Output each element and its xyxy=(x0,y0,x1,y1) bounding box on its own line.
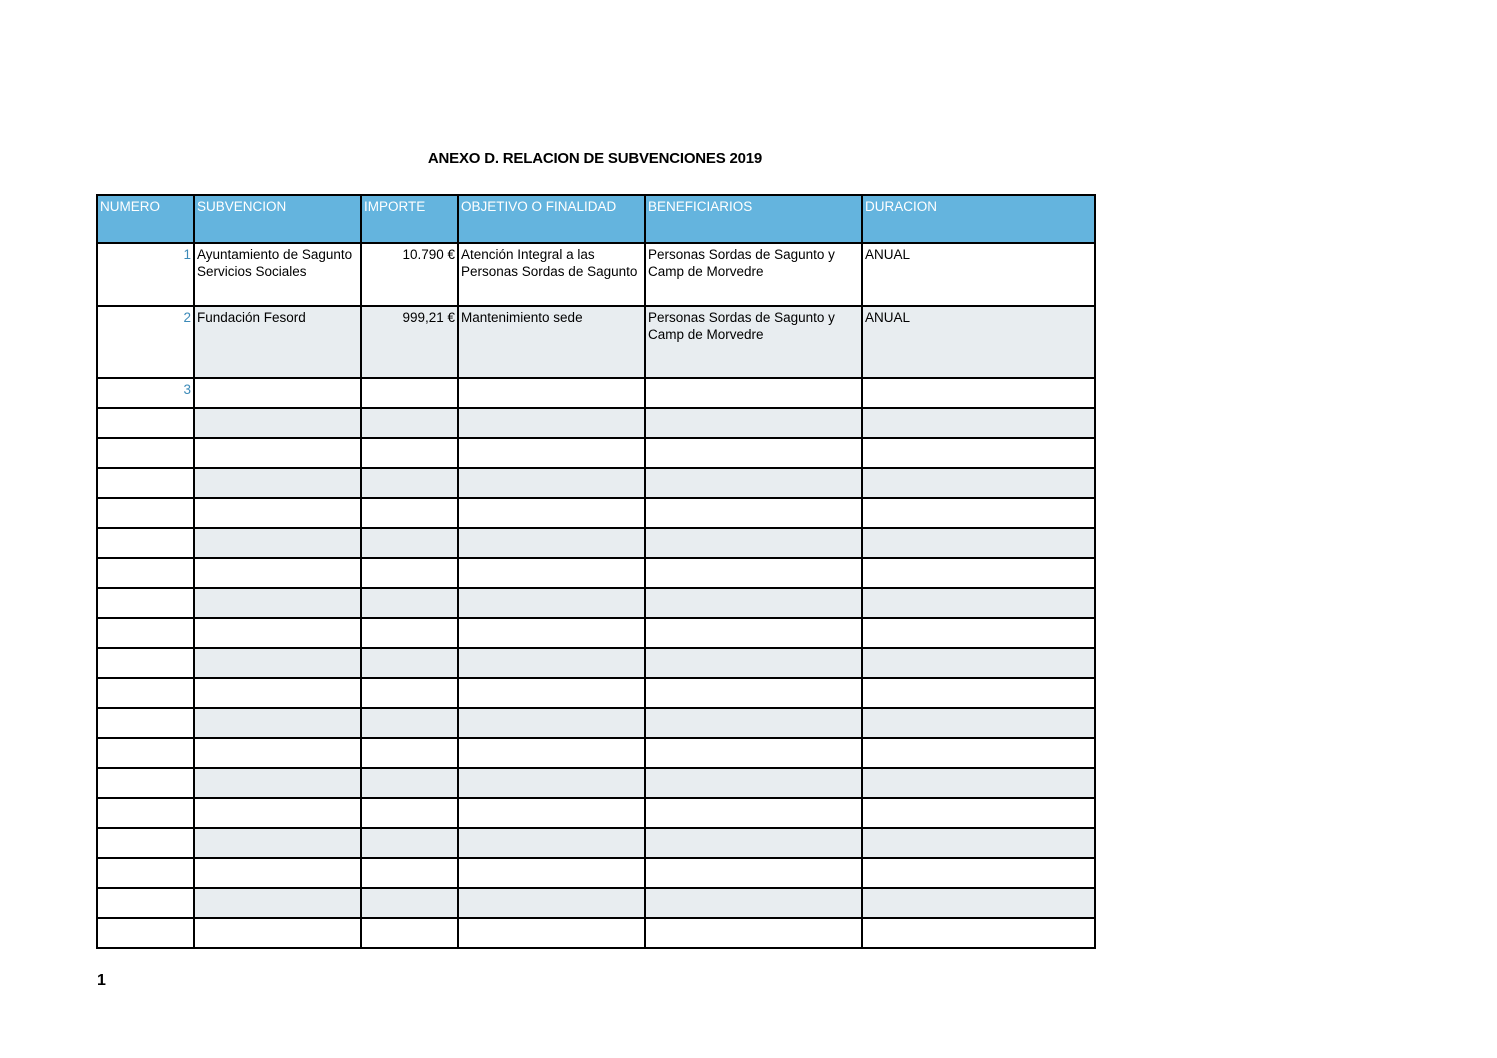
cell-subvencion xyxy=(194,858,361,888)
cell-duracion xyxy=(862,378,1095,408)
cell-duracion xyxy=(862,408,1095,438)
cell-importe xyxy=(361,378,458,408)
table-row xyxy=(97,738,1095,768)
header-beneficiarios: BENEFICIARIOS xyxy=(645,195,862,243)
cell-importe: 10.790 € xyxy=(361,243,458,306)
cell-numero xyxy=(97,768,194,798)
cell-duracion xyxy=(862,858,1095,888)
table-row xyxy=(97,678,1095,708)
table-row xyxy=(97,648,1095,678)
cell-objetivo xyxy=(458,918,645,948)
cell-duracion xyxy=(862,828,1095,858)
cell-objetivo: Atención Integral a las Personas Sordas de Sagunto xyxy=(458,243,645,306)
cell-subvencion xyxy=(194,678,361,708)
cell-numero xyxy=(97,798,194,828)
cell-objetivo xyxy=(458,498,645,528)
table-row xyxy=(97,798,1095,828)
cell-subvencion xyxy=(194,438,361,468)
cell-subvencion xyxy=(194,498,361,528)
cell-beneficiarios xyxy=(645,408,862,438)
cell-importe xyxy=(361,678,458,708)
cell-objetivo: Mantenimiento sede xyxy=(458,306,645,378)
cell-subvencion xyxy=(194,648,361,678)
table-row xyxy=(97,378,1095,408)
cell-numero xyxy=(97,498,194,528)
cell-importe xyxy=(361,588,458,618)
cell-numero xyxy=(97,828,194,858)
cell-subvencion xyxy=(194,528,361,558)
cell-numero xyxy=(97,738,194,768)
cell-duracion xyxy=(862,468,1095,498)
cell-numero xyxy=(97,588,194,618)
cell-beneficiarios xyxy=(645,858,862,888)
cell-beneficiarios xyxy=(645,708,862,738)
cell-subvencion xyxy=(194,888,361,918)
cell-beneficiarios xyxy=(645,498,862,528)
cell-beneficiarios xyxy=(645,648,862,678)
cell-beneficiarios: Personas Sordas de Sagunto y Camp de Morvedre xyxy=(645,306,862,378)
cell-importe xyxy=(361,768,458,798)
cell-subvencion xyxy=(194,588,361,618)
cell-importe xyxy=(361,888,458,918)
cell-subvencion xyxy=(194,408,361,438)
cell-objetivo xyxy=(458,438,645,468)
table-row xyxy=(97,918,1095,948)
table-header-row xyxy=(97,195,1095,243)
cell-duracion xyxy=(862,498,1095,528)
cell-duracion xyxy=(862,588,1095,618)
cell-subvencion xyxy=(194,918,361,948)
cell-numero xyxy=(97,888,194,918)
cell-importe xyxy=(361,408,458,438)
table-row xyxy=(97,858,1095,888)
page-title: ANEXO D. RELACION DE SUBVENCIONES 2019 xyxy=(427,150,763,167)
cell-numero xyxy=(97,408,194,438)
cell-duracion: ANUAL xyxy=(862,243,1095,306)
header-subvencion: SUBVENCION xyxy=(194,195,361,243)
table-row xyxy=(97,708,1095,738)
table-row xyxy=(97,468,1095,498)
cell-importe xyxy=(361,918,458,948)
cell-importe xyxy=(361,708,458,738)
cell-objetivo xyxy=(458,558,645,588)
cell-importe xyxy=(361,738,458,768)
cell-beneficiarios xyxy=(645,738,862,768)
cell-subvencion: Ayuntamiento de Sagunto Servicios Sociales xyxy=(194,243,361,306)
table-row xyxy=(97,828,1095,858)
cell-subvencion xyxy=(194,468,361,498)
cell-objetivo xyxy=(458,798,645,828)
cell-subvencion xyxy=(194,378,361,408)
cell-objetivo xyxy=(458,828,645,858)
cell-objetivo xyxy=(458,588,645,618)
cell-importe xyxy=(361,648,458,678)
cell-numero: 1 xyxy=(97,243,194,306)
cell-importe xyxy=(361,828,458,858)
table-row xyxy=(97,498,1095,528)
cell-objetivo xyxy=(458,468,645,498)
cell-duracion xyxy=(862,708,1095,738)
cell-importe xyxy=(361,438,458,468)
cell-numero xyxy=(97,648,194,678)
cell-objetivo xyxy=(458,408,645,438)
table-row xyxy=(97,243,1095,306)
cell-beneficiarios xyxy=(645,798,862,828)
header-duracion: DURACION xyxy=(862,195,1095,243)
cell-numero xyxy=(97,618,194,648)
cell-numero xyxy=(97,468,194,498)
cell-beneficiarios xyxy=(645,468,862,498)
header-importe: IMPORTE xyxy=(361,195,458,243)
cell-objetivo xyxy=(458,378,645,408)
cell-subvencion: Fundación Fesord xyxy=(194,306,361,378)
cell-numero: 2 xyxy=(97,306,194,378)
cell-beneficiarios xyxy=(645,918,862,948)
cell-numero xyxy=(97,438,194,468)
cell-beneficiarios: Personas Sordas de Sagunto y Camp de Morvedre xyxy=(645,243,862,306)
cell-objetivo xyxy=(458,528,645,558)
cell-duracion xyxy=(862,798,1095,828)
table-row xyxy=(97,768,1095,798)
table-row xyxy=(97,558,1095,588)
cell-importe xyxy=(361,468,458,498)
cell-numero: 3 xyxy=(97,378,194,408)
cell-numero xyxy=(97,918,194,948)
cell-objetivo xyxy=(458,648,645,678)
cell-duracion xyxy=(862,528,1095,558)
cell-objetivo xyxy=(458,768,645,798)
table-row xyxy=(97,888,1095,918)
subsidies-table xyxy=(96,194,1096,949)
cell-importe xyxy=(361,528,458,558)
cell-beneficiarios xyxy=(645,378,862,408)
cell-duracion xyxy=(862,888,1095,918)
cell-beneficiarios xyxy=(645,678,862,708)
table-row xyxy=(97,588,1095,618)
table-row xyxy=(97,528,1095,558)
cell-duracion xyxy=(862,648,1095,678)
cell-objetivo xyxy=(458,618,645,648)
cell-duracion xyxy=(862,738,1095,768)
cell-importe xyxy=(361,558,458,588)
cell-duracion xyxy=(862,558,1095,588)
cell-duracion: ANUAL xyxy=(862,306,1095,378)
cell-beneficiarios xyxy=(645,438,862,468)
cell-subvencion xyxy=(194,618,361,648)
cell-beneficiarios xyxy=(645,888,862,918)
cell-importe xyxy=(361,498,458,528)
cell-beneficiarios xyxy=(645,588,862,618)
cell-duracion xyxy=(862,678,1095,708)
cell-beneficiarios xyxy=(645,768,862,798)
table-row xyxy=(97,618,1095,648)
cell-duracion xyxy=(862,438,1095,468)
cell-duracion xyxy=(862,918,1095,948)
cell-importe xyxy=(361,618,458,648)
cell-beneficiarios xyxy=(645,828,862,858)
cell-numero xyxy=(97,678,194,708)
table-row xyxy=(97,408,1095,438)
cell-objetivo xyxy=(458,708,645,738)
cell-numero xyxy=(97,858,194,888)
cell-objetivo xyxy=(458,738,645,768)
cell-numero xyxy=(97,708,194,738)
table-row xyxy=(97,306,1095,378)
cell-objetivo xyxy=(458,888,645,918)
cell-objetivo xyxy=(458,858,645,888)
cell-beneficiarios xyxy=(645,558,862,588)
cell-beneficiarios xyxy=(645,618,862,648)
cell-importe: 999,21 € xyxy=(361,306,458,378)
cell-numero xyxy=(97,558,194,588)
cell-numero xyxy=(97,528,194,558)
cell-objetivo xyxy=(458,678,645,708)
cell-importe xyxy=(361,798,458,828)
cell-duracion xyxy=(862,768,1095,798)
cell-subvencion xyxy=(194,768,361,798)
table-row xyxy=(97,438,1095,468)
cell-subvencion xyxy=(194,708,361,738)
cell-subvencion xyxy=(194,738,361,768)
header-numero: NUMERO xyxy=(97,195,194,243)
cell-subvencion xyxy=(194,828,361,858)
cell-subvencion xyxy=(194,798,361,828)
cell-importe xyxy=(361,858,458,888)
header-objetivo: OBJETIVO O FINALIDAD xyxy=(458,195,645,243)
page-number: 1 xyxy=(97,972,106,989)
cell-duracion xyxy=(862,618,1095,648)
cell-subvencion xyxy=(194,558,361,588)
cell-beneficiarios xyxy=(645,528,862,558)
